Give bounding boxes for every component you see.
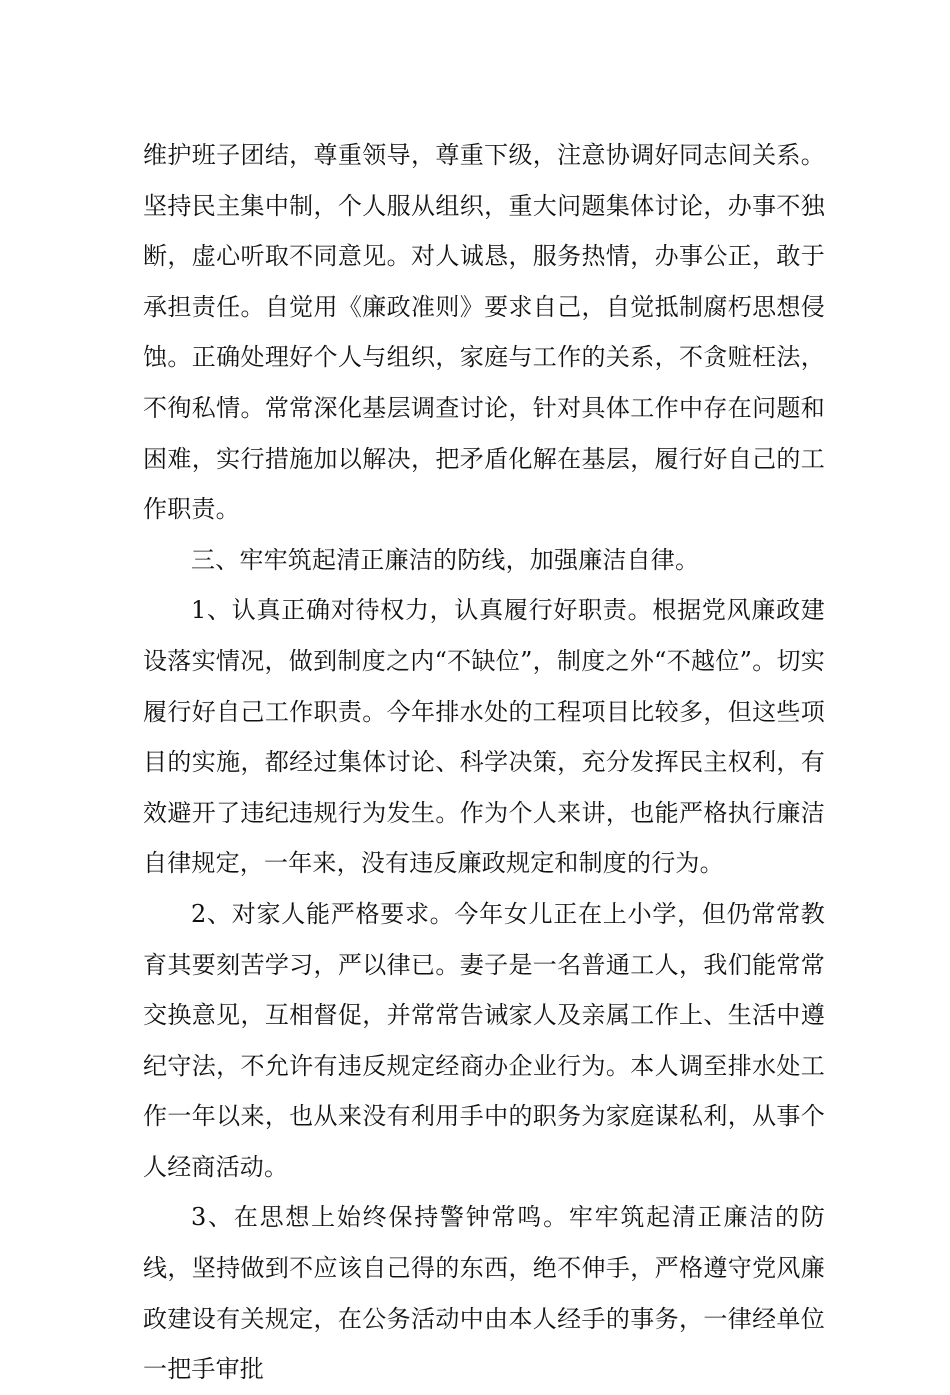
paragraph-item-1: 1、认真正确对待权力，认真履行好职责。根据党风廉政建设落实情况，做到制度之内“不缺位”，制度之外“不越位”。切实履行好自己工作职责。今年排水处的工程项目比较多，但这些项目的实施，都经过集体讨论、科学决策，充分发挥民主权利，有效避开了违纪违规行为发生。作为个人来讲，也能严格执行廉洁自律规定，一年来，没有违反廉政规定和制度的行为。 [143, 596, 825, 878]
section-heading-three: 三、牢牢筑起清正廉洁的防线，加强廉洁自律。 [191, 545, 700, 574]
paragraph-item-3: 3、在思想上始终保持警钟常鸣。牢牢筑起清正廉洁的防线，坚持做到不应该自己得的东西，绝不伸手，严格遵守党风廉政建设有关规定，在公务活动中由本人经手的事务，一律经单位一把手审批 [143, 1203, 825, 1384]
document-body [143, 130, 825, 1395]
paragraph-continuation: 维护班子团结，尊重领导，尊重下级，注意协调好同志间关系。坚持民主集中制，个人服从组织，重大问题集体讨论，办事不独断，虚心听取不同意见。对人诚恳，服务热情，办事公正，敢于承担责任。自觉用《廉政准则》要求自己，自觉抵制腐朽思想侵蚀。正确处理好个人与组织，家庭与工作的关系，不贪赃枉法，不徇私情。常常深化基层调查讨论，针对具体工作中存在问题和困难，实行措施加以解决，把矛盾化解在基层，履行好自己的工作职责。 [143, 141, 825, 524]
paragraph-item-2: 2、对家人能严格要求。今年女儿正在上小学，但仍常常教育其要刻苦学习，严以律已。妻子是一名普通工人，我们能常常交换意见，互相督促，并常常告诫家人及亲属工作上、生活中遵纪守法，不允许有违反规定经商办企业行为。本人调至排水处工作一年以来，也从来没有利用手中的职务为家庭谋私利，从事个人经商活动。 [143, 899, 825, 1181]
